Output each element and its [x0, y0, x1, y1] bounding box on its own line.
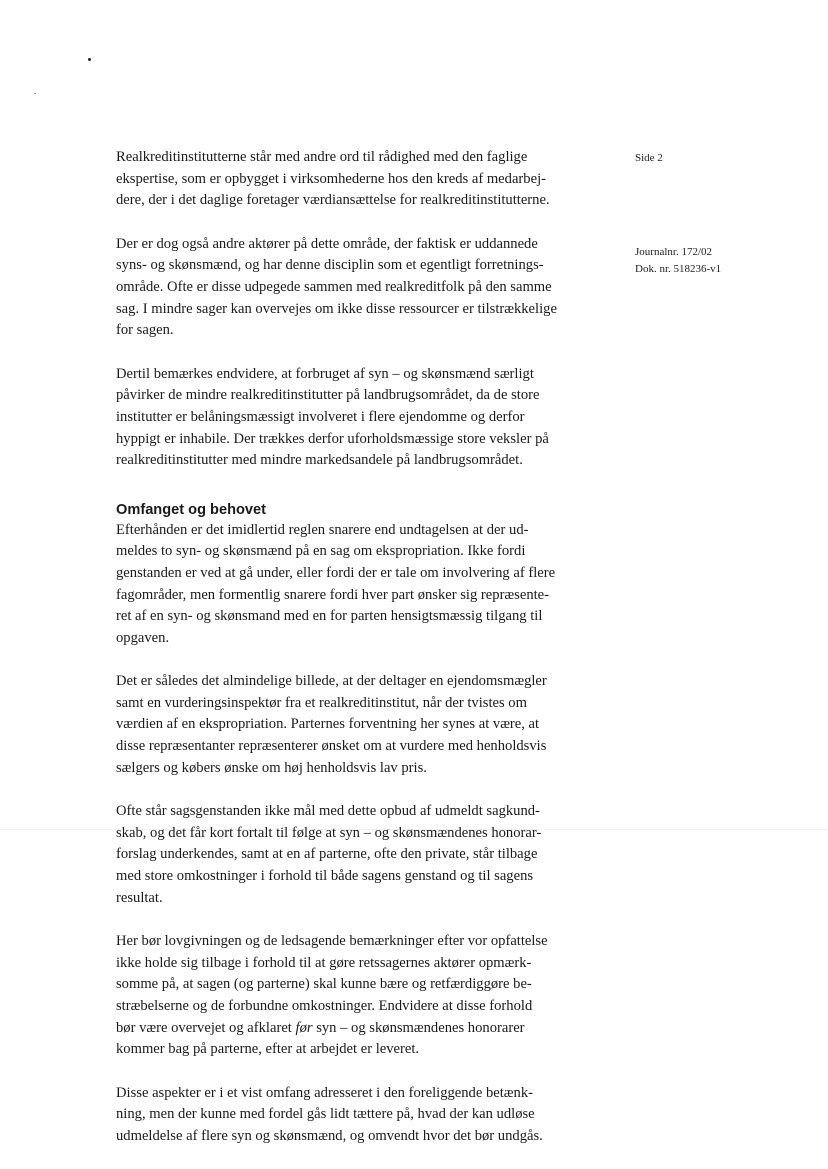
paragraph-spacer	[116, 779, 606, 801]
text-line: genstanden er ved at gå under, eller fordi der er tale om involvering af flere	[116, 564, 556, 581]
section-paragraph	[116, 801, 606, 909]
body-paragraph	[116, 364, 606, 472]
text-line: for sagen.	[116, 322, 174, 339]
section-paragraph	[116, 671, 606, 779]
page-number	[635, 150, 663, 167]
paragraph-spacer	[116, 1061, 606, 1083]
text-line: forslag underkendes, samt at en af parterne, ofte den private, står tilbage	[116, 846, 538, 863]
text-line: Disse aspekter er i et vist omfang adresseret i den foreliggende betænk-	[116, 1084, 533, 1101]
journal-number: Journalnr. 172/02	[635, 246, 712, 258]
paragraph-spacer	[116, 909, 606, 931]
text-line: fagområder, men formentlig snarere fordi hver part ønsker sig repræsente-	[116, 586, 550, 603]
text-line: samt en vurderingsinspektør fra et realkreditinstitut, når der tvistes om	[116, 694, 527, 711]
paragraph-spacer	[116, 649, 606, 671]
section-paragraph	[116, 931, 606, 1061]
text-line: institutter er belåningsmæssigt involveret i flere ejendomme og derfor	[116, 408, 525, 425]
text-line: ikke holde sig tilbage i forhold til at gøre retssagernes aktører opmærk-	[116, 954, 532, 971]
text-line: sag. I mindre sager kan overvejes om ikke disse ressourcer er tilstrækkelige	[116, 300, 557, 317]
text-line: bør være overvejet og afklaret før syn – og skønsmændenes honorarer	[116, 1019, 525, 1036]
section-paragraph	[116, 520, 606, 650]
body-paragraph	[116, 234, 606, 342]
text-line: dere, der i det daglige foretager værdiansættelse for realkreditinstitutterne.	[116, 192, 550, 209]
paragraph-spacer	[116, 472, 606, 494]
section-paragraph	[116, 1083, 606, 1148]
text-line: værdien af en ekspropriation. Parternes forventning her synes at være, at	[116, 716, 540, 733]
text-line: meldes to syn- og skønsmænd på en sag om ekspropriation. Ikke fordi	[116, 543, 526, 560]
text-line: Realkreditinstitutterne står med andre ord til rådighed med den faglige	[116, 149, 528, 165]
paragraph-spacer	[116, 212, 606, 234]
text-line: Der er dog også andre aktører på dette område, der faktisk er uddannede	[116, 235, 538, 252]
document-number: Dok. nr. 518236-v1	[635, 263, 722, 275]
text-line: resultat.	[116, 889, 163, 906]
text-line: område. Ofte er disse udpegede sammen med realkreditfolk på den samme	[116, 278, 552, 295]
text-line: somme på, at sagen (og parterne) skal kunne bære og retfærdiggøre be-	[116, 976, 532, 993]
text-line: udmeldelse af flere syn og skønsmænd, og omvendt hvor det bør undgås.	[116, 1127, 543, 1144]
text-line: disse repræsentanter repræsenterer ønsket om at vurdere med henholdsvis	[116, 738, 547, 755]
emphasis: før	[295, 1019, 313, 1036]
scan-speck	[34, 93, 36, 94]
text-line: sælgers og købers ønske om høj henholdsvis lav pris.	[116, 759, 427, 776]
text-line: opgaven.	[116, 629, 170, 646]
text-line: Ofte står sagsgenstanden ikke mål med dette opbud af udmeldt sagkund-	[116, 803, 540, 820]
section-heading: Omfanget og behovet	[116, 501, 266, 518]
text-line: syns- og skønsmænd, og har denne disciplin som et egentligt forretnings-	[116, 257, 544, 274]
paragraph-spacer	[116, 342, 606, 364]
text-line: med store omkostninger i forhold til både sagens genstand og til sagens	[116, 868, 534, 885]
text-line: hyppigt er inhabile. Der trækkes derfor uforholdsmæssige store veksler på	[116, 430, 549, 447]
document-body	[116, 147, 606, 1148]
text-line: ekspertise, som er opbygget i virksomhederne hos den kreds af medarbej-	[116, 170, 546, 187]
body-paragraph	[116, 147, 606, 212]
text-line: kommer bag på parterne, efter at arbejdet er leveret.	[116, 1041, 420, 1058]
scan-speck	[88, 58, 91, 61]
page-number-label: Side 2	[635, 152, 663, 164]
reference-block	[635, 244, 721, 278]
text-line: Her bør lovgivningen og de ledsagende bemærkninger efter vor opfattelse	[116, 933, 548, 950]
text-line: Det er således det almindelige billede, at der deltager en ejendomsmægler	[116, 673, 547, 690]
text-line: stræbelserne og de forbundne omkostninger. Endvidere at disse forhold	[116, 998, 533, 1014]
text-line: realkreditinstitutter med mindre markedsandele på landbrugsområdet.	[116, 452, 523, 469]
text-line: påvirker de mindre realkreditinstitutter på landbrugsområdet, da de store	[116, 387, 540, 404]
text-line: Efterhånden er det imidlertid reglen snarere end undtagelsen at der ud-	[116, 521, 529, 538]
text-line: Dertil bemærkes endvidere, at forbruget af syn – og skønsmænd særligt	[116, 365, 534, 382]
text-line: ret af en syn- og skønsmand med en for parten hensigtsmæssig tilgang til	[116, 608, 543, 625]
text-line: ning, men der kunne med fordel gås lidt tættere på, hvad der kan udløse	[116, 1106, 535, 1123]
text-line: skab, og det får kort fortalt til følge at syn – og skønsmændenes honorar-	[116, 824, 542, 841]
